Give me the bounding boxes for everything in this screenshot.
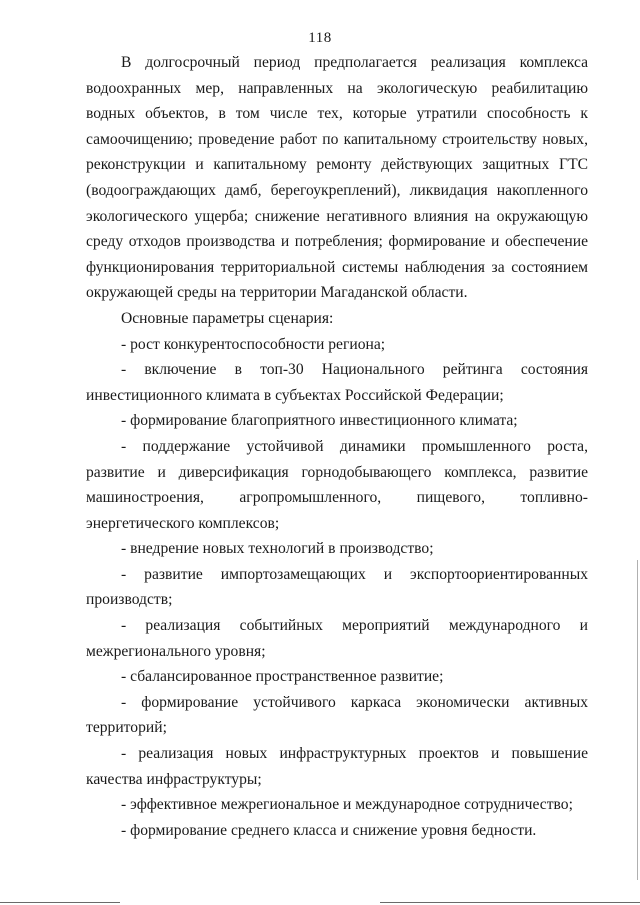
list-item: - формирование среднего класса и снижение уровня бедности. <box>121 821 537 839</box>
document-body <box>86 50 588 843</box>
scan-edge-line <box>637 560 638 880</box>
list-item: - включение в топ-30 Национального рейтинга состояния инвестиционного климата в субъектах Российской Федерации; <box>86 361 588 404</box>
list-item: - внедрение новых технологий в производство; <box>121 540 434 558</box>
intro-paragraph: В долгосрочный период предполагается реализация комплекса водоохранных мер, направленных на экологическую реабилитацию водных объектов, в том числе тех, которые утратили способность к самоочищению; проведение работ по капитальному строительству новых, реконструкции и капитальному ремонту действующих защитных ГТС (водоограждающих дамб, берегоукреплений), ликвидация накопленного экологического ущерба; снижение негативного влияния на окружающую среду отходов производства и потребления; формирование и обеспечение функционирования территориальной системы наблюдения за состоянием окружающей среды на территории Магаданской области. <box>86 54 588 302</box>
scenario-parameters-heading: Основные параметры сценария: <box>121 309 334 327</box>
list-item: - реализация новых инфраструктурных проектов и повышение качества инфраструктуры; <box>86 745 588 788</box>
list-item: - поддержание устойчивой динамики промышленного роста, развитие и диверсификация горнодобывающего комплекса, развитие машиностроения, агропромышленного, пищевого, топливно-энергетического комплексов; <box>86 437 588 532</box>
scan-edge-line <box>0 902 120 903</box>
list-item: - формирование устойчивого каркаса экономически активных территорий; <box>86 693 588 737</box>
list-item: - формирование благоприятного инвестиционного климата; <box>121 412 518 430</box>
list-item: - эффективное межрегиональное и международное сотрудничество; <box>121 796 573 814</box>
list-item: - развитие импортозамещающих и экспортоориентированных производств; <box>86 565 588 609</box>
list-item: - сбалансированное пространственное развитие; <box>121 668 444 686</box>
list-item: - рост конкурентоспособности региона; <box>121 335 386 353</box>
list-item: - реализация событийных мероприятий международного и межрегионального уровня; <box>86 617 588 660</box>
scan-edge-line <box>380 902 640 903</box>
page-number: 118 <box>308 30 332 46</box>
